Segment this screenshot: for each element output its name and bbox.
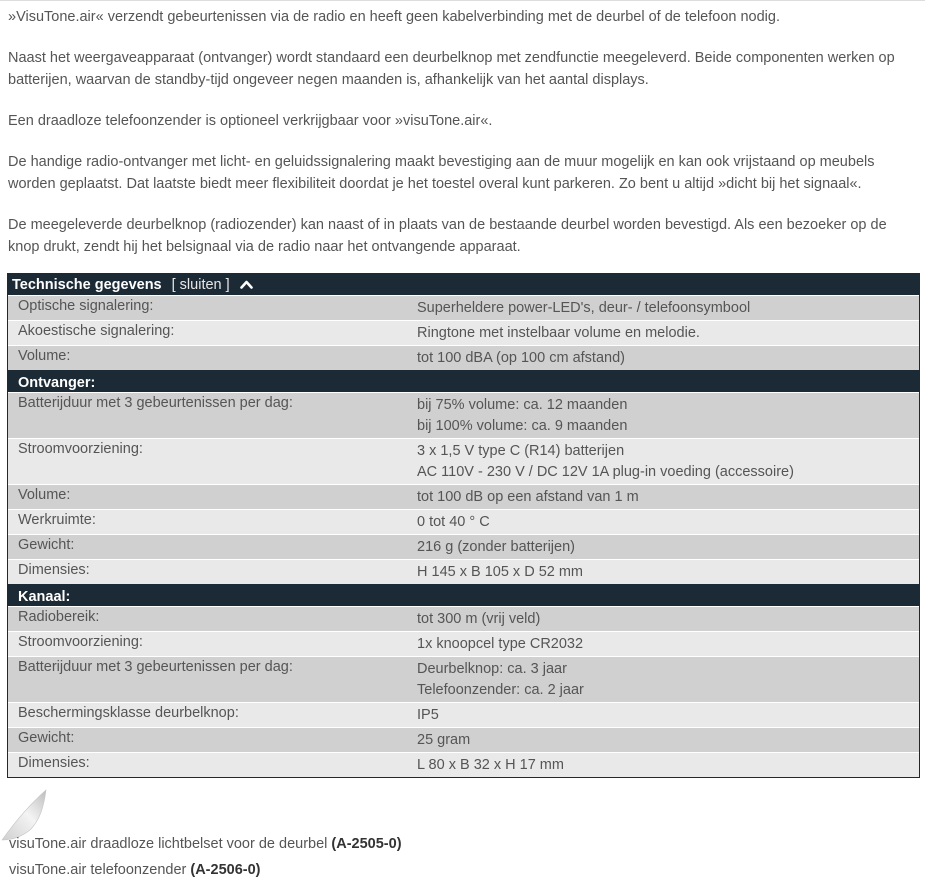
specs-title: Technische gegevens <box>12 276 162 293</box>
spec-value-line: Superheldere power-LED's, deur- / telefoonsymbool <box>417 300 751 316</box>
spec-value-line: Deurbelknop: ca. 3 jaar <box>417 661 567 677</box>
spec-value <box>417 296 919 320</box>
spec-key: Volume: <box>18 348 71 364</box>
spec-value-line: bij 75% volume: ca. 12 maanden <box>417 397 628 413</box>
spec-row <box>8 320 919 345</box>
related-product-label: visuTone.air telefoonzender <box>9 862 187 878</box>
spec-row <box>8 295 919 320</box>
intro-paragraph: De meegeleverde deurbelknop (radiozender) kan naast of in plaats van de bestaande deurbel worden bevestigd. Als een bezoeker op de knop drukt, zendt hij het belsignaal via de radio naar het ontvangende apparaat. <box>8 217 887 255</box>
spec-value-line: 1x knoopcel type CR2032 <box>417 636 584 652</box>
spec-row <box>8 559 919 584</box>
spec-key: Stroomvoorziening: <box>18 441 143 457</box>
spec-row <box>8 438 919 484</box>
spec-value <box>417 510 919 534</box>
spec-value <box>417 728 919 752</box>
spec-value <box>417 632 919 656</box>
spec-value-line: L 80 x B 32 x H 17 mm <box>417 757 564 773</box>
related-product-label: visuTone.air draadloze lichtbelset voor de deurbel <box>9 836 328 852</box>
spec-row <box>8 509 919 534</box>
spec-value <box>417 657 919 702</box>
spec-row <box>8 727 919 752</box>
spec-key: Akoestische signalering: <box>18 323 175 339</box>
spec-key: Volume: <box>18 487 71 503</box>
spec-value-line: bij 100% volume: ca. 9 maanden <box>417 418 628 434</box>
receiver-specs <box>8 392 919 584</box>
intro-text <box>8 6 920 277</box>
spec-value-line: 3 x 1,5 V type C (R14) batterijen <box>417 443 625 459</box>
spec-key: Gewicht: <box>18 537 75 553</box>
intro-paragraph: De handige radio-ontvanger met licht- en geluidssignalering maakt bevestiging aan de muur mogelijk en kan ook vrijstaand op meubels worden geplaatst. Dat laatste biedt meer flexibiliteit doordat je het toestel overal kunt parkeren. Zo bent u altijd »dicht bij het signaal«. <box>8 154 875 192</box>
spec-row <box>8 631 919 656</box>
spec-row <box>8 345 919 370</box>
spec-key: Stroomvoorziening: <box>18 634 143 650</box>
top-divider <box>0 0 925 1</box>
section-header-receiver: Ontvanger: <box>8 370 919 392</box>
chevron-up-icon <box>240 280 253 289</box>
related-product-code: (A-2506-0) <box>190 862 261 878</box>
general-specs <box>8 295 919 370</box>
technical-specs-table <box>7 273 920 778</box>
spec-row <box>8 534 919 559</box>
spec-value-line: Ringtone met instelbaar volume en melodie. <box>417 325 700 341</box>
related-product-link[interactable] <box>9 833 402 859</box>
spec-value <box>417 393 919 438</box>
spec-value <box>417 439 919 484</box>
related-product-code: (A-2505-0) <box>331 836 402 852</box>
spec-value <box>417 560 919 584</box>
spec-key: Optische signalering: <box>18 298 154 314</box>
channel-specs <box>8 606 919 777</box>
spec-key: Beschermingsklasse deurbelknop: <box>18 705 239 721</box>
spec-row <box>8 606 919 631</box>
intro-paragraph: Een draadloze telefoonzender is optioneel verkrijgbaar voor »visuTone.air«. <box>8 113 493 129</box>
related-products <box>9 833 402 885</box>
specs-collapse-toggle[interactable] <box>172 277 253 293</box>
specs-collapse-label: [ sluiten ] <box>171 276 230 293</box>
spec-row <box>8 392 919 438</box>
spec-key: Dimensies: <box>18 755 90 771</box>
spec-value-line: 216 g (zonder batterijen) <box>417 539 575 555</box>
spec-row <box>8 752 919 777</box>
spec-value-line: H 145 x B 105 x D 52 mm <box>417 564 584 580</box>
spec-value-line: Telefoonzender: ca. 2 jaar <box>417 682 584 698</box>
spec-key: Batterijduur met 3 gebeurtenissen per dag: <box>18 395 293 411</box>
spec-value <box>417 321 919 345</box>
spec-value <box>417 346 919 370</box>
specs-header <box>8 274 919 295</box>
spec-key: Werkruimte: <box>18 512 96 528</box>
spec-key: Batterijduur met 3 gebeurtenissen per dag: <box>18 659 293 675</box>
spec-row <box>8 656 919 702</box>
spec-value-line: tot 100 dB op een afstand van 1 m <box>417 489 639 505</box>
intro-paragraph: Naast het weergaveapparaat (ontvanger) wordt standaard een deurbelknop met zendfunctie meegeleverd. Beide componenten werken op batterijen, waarvan de standby-tijd ongeveer negen maanden is, afhankelijk van het aantal displays. <box>8 50 895 88</box>
spec-row <box>8 702 919 727</box>
spec-key: Dimensies: <box>18 562 90 578</box>
spec-value <box>417 535 919 559</box>
spec-value <box>417 607 919 631</box>
spec-row <box>8 484 919 509</box>
spec-value-line: tot 300 m (vrij veld) <box>417 611 541 627</box>
spec-value <box>417 485 919 509</box>
related-product-link[interactable] <box>9 859 402 885</box>
intro-paragraph: »VisuTone.air« verzendt gebeurtenissen via de radio en heeft geen kabelverbinding met de deurbel of de telefoon nodig. <box>8 9 780 25</box>
spec-value-line: 25 gram <box>417 732 471 748</box>
spec-key: Gewicht: <box>18 730 75 746</box>
spec-value-line: tot 100 dBA (op 100 cm afstand) <box>417 350 625 366</box>
spec-key: Radiobereik: <box>18 609 100 625</box>
spec-value <box>417 753 919 777</box>
spec-value <box>417 703 919 727</box>
spec-value-line: IP5 <box>417 707 439 723</box>
spec-value-line: 0 tot 40 ° C <box>417 514 490 530</box>
spec-value-line: AC 110V - 230 V / DC 12V 1A plug-in voeding (accessoire) <box>417 464 794 480</box>
section-header-channel: Kanaal: <box>8 584 919 606</box>
